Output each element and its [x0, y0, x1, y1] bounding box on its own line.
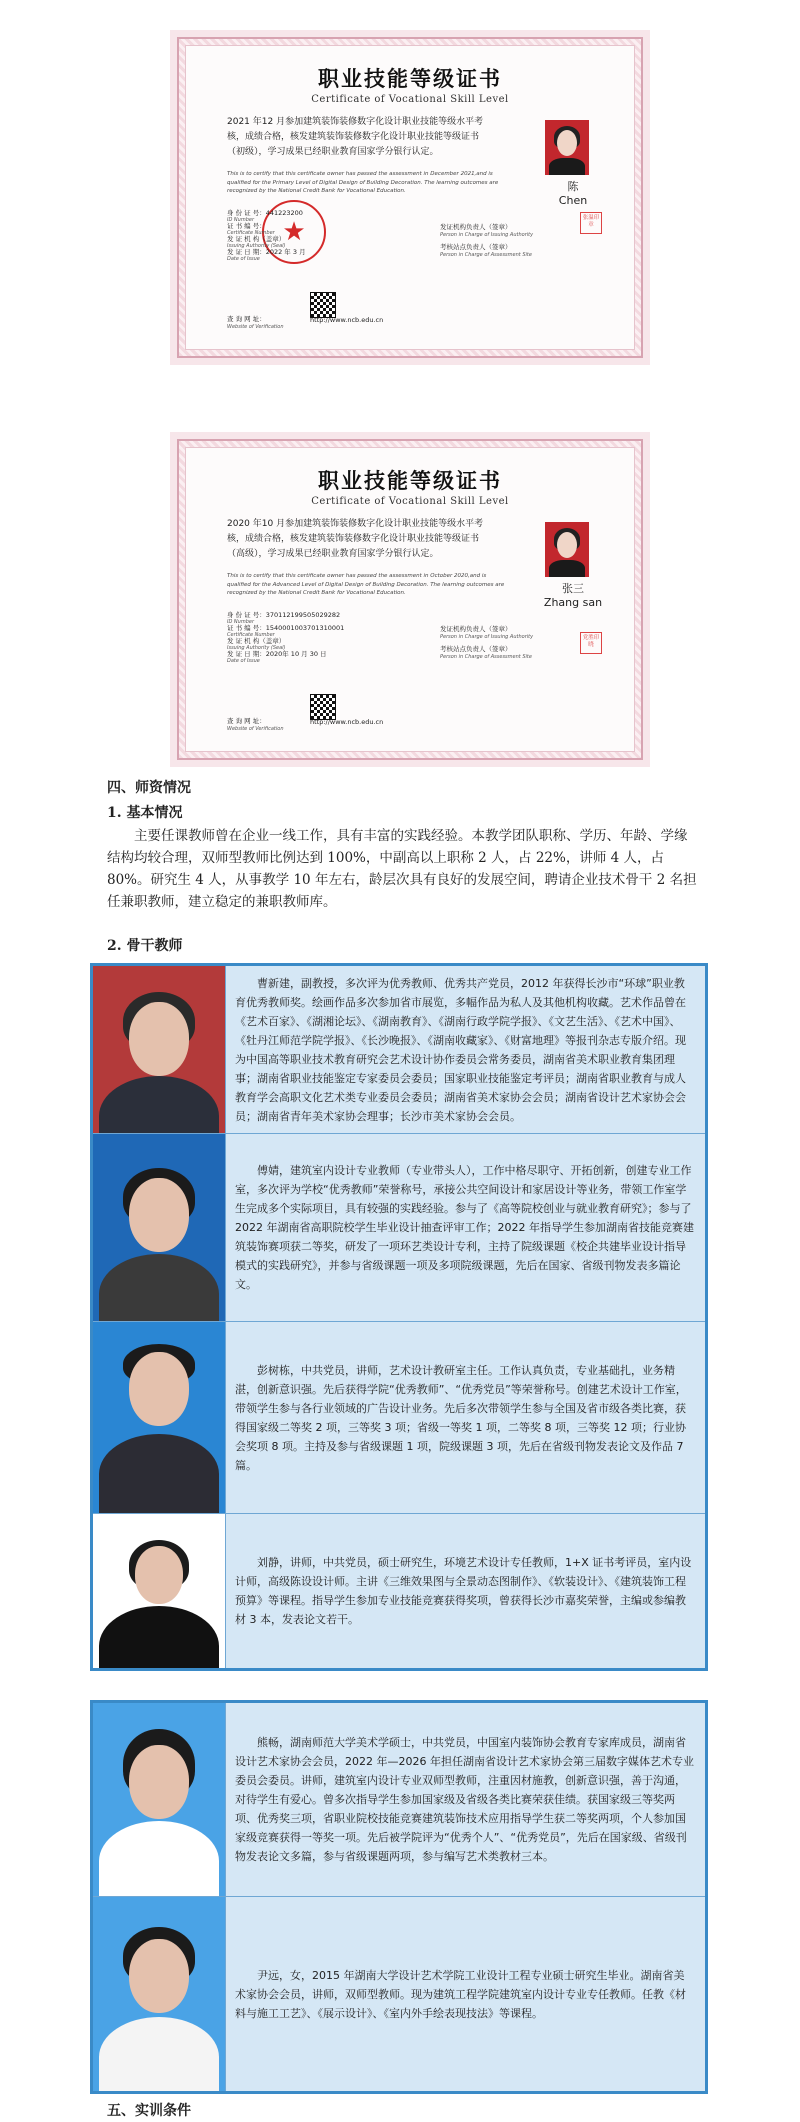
- issuing-authority-sign: 发证机构负责人（签章） Person in Charge of Issuing Authority: [440, 223, 534, 238]
- holder-name: [538, 180, 608, 208]
- field-cert-number: 证 书 编 号： Certificate Number: [227, 222, 275, 236]
- red-seal-icon: ★: [262, 200, 326, 264]
- teacher-photo: [93, 966, 226, 1133]
- assessment-site-sign: 考核站点负责人（签章） Person in Charge of Assessment Site: [440, 243, 532, 258]
- teacher-photo: [93, 1703, 226, 1896]
- table-row: [93, 1897, 705, 2091]
- section-4-1-paragraph: 主要任课教师曾在企业一线工作，具有丰富的实践经验。本教学团队职称、学历、年龄、学缘结构均较合理，双师型教师比例达到 100%，中副高以上职称 2 人，占 22%，讲师 4 人，占 80%。研究生 4 人，从事教学 10 年左右，龄层次具有良好的发展空间，聘请企业技术骨干 2 名担任兼职教师，建立稳定的兼职教师库。: [107, 828, 697, 910]
- holder-name-zh: 陈: [567, 180, 579, 193]
- certificate-body-en: This is to certify that this certificate owner has passed the assessment in December 2021,and is qualified for the Primary Level of Digital Design of Building Decoration. The learning outcomes are recognized by the National Credit Bank for Vocational Education.: [227, 171, 499, 194]
- section-5-heading: 五、实训条件: [107, 2103, 191, 2119]
- holder-name-en: Zhang san: [543, 596, 603, 609]
- verify-url[interactable]: http://www.ncb.edu.cn: [310, 718, 384, 726]
- certificate-2: [170, 432, 650, 767]
- holder-name-en: Chen: [558, 194, 588, 207]
- holder-name-zh: 张三: [562, 582, 584, 595]
- teacher-bio: 曹新建，副教授，多次评为优秀教师、优秀共产党员，2012 年获得长沙市“环球”职业教育优秀教师奖。绘画作品多次参加省市展览，多幅作品为私人及其他机构收藏。艺术作品曾在《艺术百家》、《湖湘论坛》、《湖南教育》、《湖南行政学院学报》、《文艺生活》、《艺术中国》、《牡丹江师范学院学报》、《长沙晚报》、《湖南收藏家》、《财富地理》等报刊杂志专版介绍。现为中国高等职业技术教育研究会艺术设计协作委员会常务委员，湖南省美术职业教育集团理事；湖南省职业技能鉴定专家委员会委员；国家职业技能鉴定考评员；湖南省职业教育与成人教育学会高职文化艺术类专业委员会委员；湖南省美术家协会会员；湖南省设计艺术家协会会员；湖南省青年美术家协会理事；长沙市美术家协会会员。: [235, 976, 686, 1123]
- teacher-photo: [93, 1134, 226, 1321]
- section-4-1-heading: 1. 基本情况: [107, 805, 183, 821]
- certificate-title: 职业技能等级证书: [318, 66, 502, 91]
- teacher-table-2: [90, 1700, 708, 2094]
- table-row: [93, 1322, 705, 1514]
- field-date: 发 证 日 期：2022 年 3 月 Date of Issue: [227, 248, 306, 262]
- table-row: [93, 1514, 705, 1668]
- field-id: 身 份 证 号：370112199505029282 ID Number: [227, 611, 341, 625]
- field-date: 发 证 日 期：2020年 10 月 30 日 Date of Issue: [227, 650, 327, 664]
- signature-stamp: 党胜印晓: [580, 632, 602, 654]
- authority-signatures: [440, 625, 600, 661]
- teacher-bio: 刘静，讲师，中共党员，硕士研究生，环境艺术设计专任教师，1+X 证书考评员，室内设计师，高级陈设设计师。主讲《三维效果图与全景动态图制作》、《软装设计》、《建筑装饰工程预算》等课程。指导学生参加专业技能竞赛获得奖项，曾获得长沙市嘉奖荣誉，主编或参编教材 3 本，发表论文若干。: [235, 1556, 692, 1626]
- issuing-authority-sign: 发证机构负责人（签章） Person in Charge of Issuing Authority: [440, 625, 534, 640]
- table-row: [93, 1703, 705, 1897]
- table-row: [93, 1134, 705, 1322]
- teacher-bio: 彭树栋，中共党员，讲师，艺术设计教研室主任。工作认真负责，专业基础扎，业务精湛，创新意识强。先后获得学院“优秀教师”、“优秀党员”等荣誉称号。创建艺术设计工作室，带领学生参与各行业领域的广告设计业务。先后多次带领学生参与全国及省市级各类比赛，获得国家级二等奖 2 项，三等奖 3 项；省级一等奖 1 项，二等奖 8 项，三等奖 12 项；行业协会奖项 8 项。主持及参与省级课题 1 项，院级课题 3 项，先后在省级刊物发表论文及作品 7 篇。: [235, 1363, 687, 1472]
- certificate-body-en: This is to certify that this certificate owner has passed the assessment in October 2020,and is qualified for the Advanced Level of Digital Design of Building Decoration. The learning outcomes are recognized by the National Credit Bank for Vocational Education.: [227, 573, 505, 596]
- section-4-2-heading: 2. 骨干教师: [107, 938, 183, 954]
- assessment-site-sign: 考核站点负责人（签章） Person in Charge of Assessment Site: [440, 645, 532, 660]
- certificate-body: 2021 年12 月参加建筑装饰装修数字化设计职业技能等级水平考核，成绩合格，核发建筑装饰装修数字化设计职业技能等级证书（初级），学习成果已经职业教育国家学分银行认定。: [227, 117, 484, 157]
- holder-name: [538, 582, 608, 610]
- field-authority: 发 证 机 构（盖章） Issuing Authority (Seal): [227, 235, 286, 249]
- signature-stamp: 张温印章: [580, 212, 602, 234]
- authority-signatures: [440, 223, 600, 259]
- certificate-1: [170, 30, 650, 365]
- holder-photo: [545, 522, 589, 577]
- verify-website: 查 询 网 址： http://www.ncb.edu.cn Website of Verification: [227, 717, 384, 732]
- field-authority: 发 证 机 构（盖章） Issuing Authority (Seal): [227, 637, 286, 651]
- teacher-photo: [93, 1897, 226, 2091]
- certificate-title: 职业技能等级证书: [318, 468, 502, 493]
- teacher-bio: 尹远，女，2015 年湖南大学设计艺术学院工业设计工程专业硕士研究生毕业。湖南省美术家协会会员，讲师，双师型教师。现为建筑工程学院建筑室内设计专业专任教师。任教《材料与施工工艺》、《展示设计》、《室内外手绘表现技法》等课程。: [235, 1968, 686, 2020]
- field-cert-number: 证 书 编 号：1540001003701310001 Certificate Number: [227, 624, 345, 638]
- certificate-subtitle: Certificate of Vocational Skill Level: [311, 496, 509, 507]
- certificate-body: 2020 年10 月参加建筑装饰装修数字化设计职业技能等级水平考核，成绩合格，核发建筑装饰装修数字化设计职业技能等级证书（高级），学习成果已经职业教育国家学分银行认定。: [227, 519, 484, 559]
- certificate-fields: [227, 612, 427, 664]
- teacher-table-1: [90, 963, 708, 1671]
- verify-website: 查 询 网 址： http://www.ncb.edu.cn Website of Verification: [227, 315, 384, 330]
- holder-photo: [545, 120, 589, 175]
- verify-url[interactable]: http://www.ncb.edu.cn: [310, 316, 384, 324]
- field-id: 身 份 证 号：441223200 ID Number: [227, 209, 303, 223]
- certificate-fields: [227, 210, 427, 262]
- teacher-bio: 傅婧，建筑室内设计专业教师（专业带头人），工作中格尽职守、开拓创新，创建专业工作室，多次评为学校“优秀教师”荣誉称号，承接公共空间设计和家居设计等业务，带领工作室学生完成多个实际项目，具有较强的实践经验。参与了《高等院校创业与就业教育研究》；参与了 2022 年湖南省高职院校学生毕业设计抽查评审工作；2022 年指导学生参加湖南省技能竞赛建筑装饰赛项获二等奖，研发了一项环艺类设计专利，主持了院级课题《校企共建毕业设计指导模式的实践研究》，并参与省级课题一项及多项院级课题，先后在国家、省级刊物发表多篇论文。: [235, 1164, 694, 1291]
- section-4-heading: 四、师资情况: [107, 780, 191, 796]
- teacher-bio: 熊畅，湖南师范大学美术学硕士，中共党员，中国室内装饰协会教育专家库成员，湖南省设计艺术家协会会员，2022 年—2026 年担任湖南省设计艺术家协会第三届数字媒体艺术专业委员会委员。讲师，建筑室内设计专业双师型教师，注重因材施教，创新意识强，善于沟通，对待学生有爱心。曾多次指导学生参加国家级及省级各类比赛荣获佳绩。获国家级三等奖两项、优秀奖三项，省职业院校技能竞赛建筑装饰技术应用指导学生获二等奖两项，个人参加国家级竞赛获得一等奖一项。先后被学院评为“优秀个人”、“优秀党员”，先后在国家级、省级刊物发表论文多篇，参与省级课题两项，参与编写艺术类教材三本。: [235, 1736, 694, 1863]
- teacher-photo: [93, 1322, 226, 1513]
- teacher-photo: [93, 1514, 226, 1668]
- table-row: [93, 966, 705, 1134]
- certificate-subtitle: Certificate of Vocational Skill Level: [311, 94, 509, 105]
